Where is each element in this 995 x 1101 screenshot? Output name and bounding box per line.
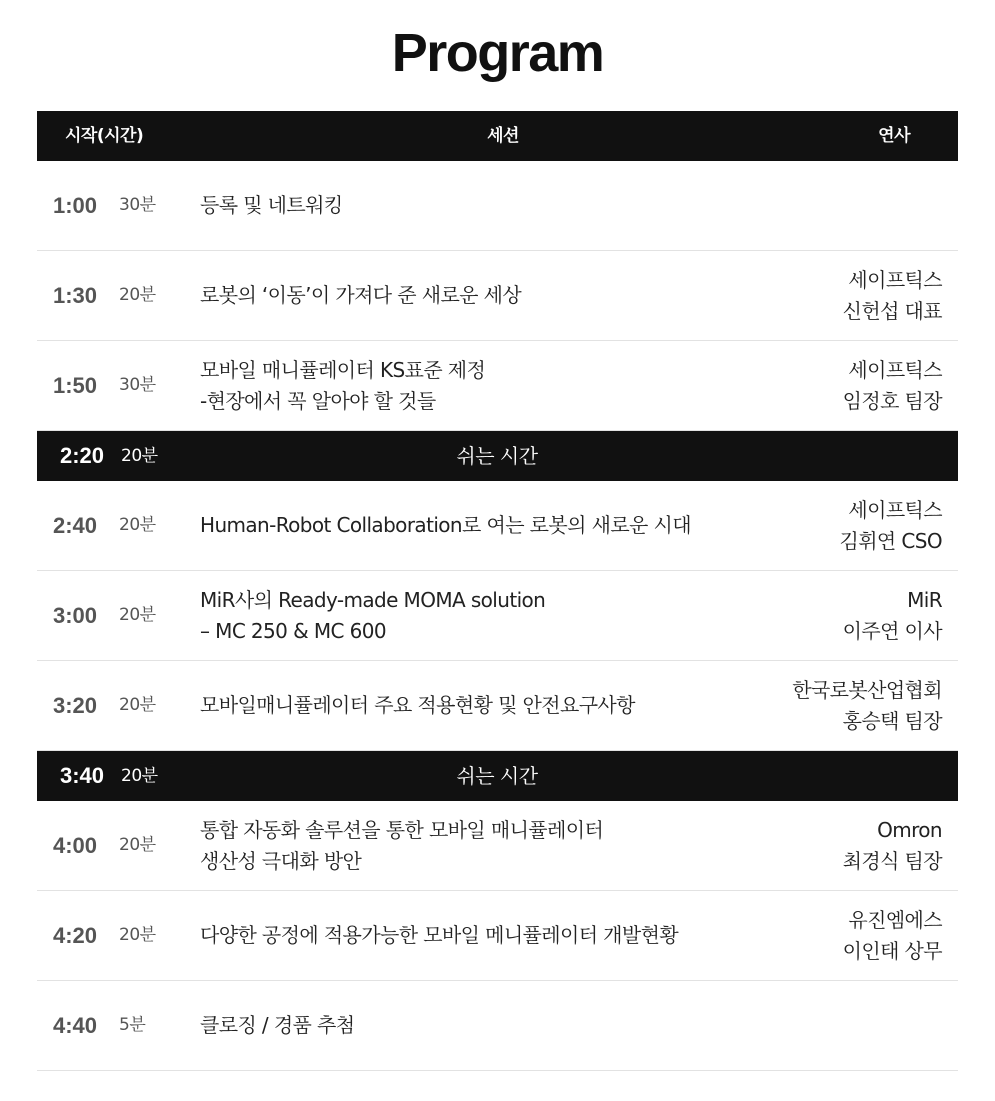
row-speaker (843, 891, 942, 980)
row-duration: 20분 (119, 515, 156, 535)
row-time: 4:40 (53, 1013, 98, 1038)
row-session (200, 481, 800, 570)
row-session (200, 251, 800, 340)
row-time: 1:00 (53, 193, 98, 218)
header-session: 세션 (487, 126, 519, 146)
program-table (37, 111, 958, 1071)
speaker-line: 세이프틱스 (848, 497, 942, 522)
speaker-line: 세이프틱스 (848, 357, 942, 382)
speaker-line: 세이프틱스 (848, 267, 942, 292)
session-line: Human-Robot Collaboration로 여는 로봇의 새로운 시대 (200, 513, 691, 537)
row-session (200, 341, 800, 430)
session-line: 통합 자동화 솔루션을 통한 모바일 매니퓰레이터 (200, 817, 604, 842)
speaker-line: 한국로봇산업협회 (792, 677, 942, 702)
row-duration: 20분 (119, 605, 156, 625)
row-speaker (792, 661, 942, 750)
session-line: 생산성 극대화 방안 (200, 848, 362, 873)
row-session (200, 571, 800, 660)
table-row (37, 661, 958, 751)
row-speaker (839, 481, 942, 570)
break-label: 쉬는 시간 (456, 764, 538, 788)
break-duration: 20분 (121, 446, 158, 466)
header-time: 시작(시간) (65, 126, 144, 146)
speaker-line: 이인태 상무 (842, 938, 942, 963)
row-duration: 30분 (119, 375, 156, 395)
speaker-line: 임정호 팀장 (842, 388, 942, 413)
speaker-line: Omron (877, 817, 942, 842)
table-row (37, 571, 958, 661)
row-duration: 20분 (119, 835, 156, 855)
row-session (200, 801, 800, 890)
row-time: 1:30 (53, 283, 98, 308)
table-row (37, 891, 958, 981)
row-speaker (843, 571, 942, 660)
speaker-line: 이주연 이사 (842, 618, 942, 643)
row-time: 2:40 (53, 513, 98, 538)
table-row (37, 481, 958, 571)
session-line: 모바일 매니퓰레이터 KS표준 제정 (200, 357, 486, 382)
speaker-line: 홍승택 팀장 (842, 708, 942, 733)
row-time: 1:50 (53, 373, 98, 398)
row-duration: 5분 (119, 1015, 146, 1035)
session-line: MiR사의 Ready-made MOMA solution (200, 587, 546, 612)
break-label: 쉬는 시간 (456, 444, 538, 468)
row-speaker (843, 341, 942, 430)
speaker-line: 최경식 팀장 (842, 848, 942, 873)
row-session (200, 891, 800, 980)
row-speaker (843, 801, 942, 890)
break-row (37, 751, 958, 801)
table-header (37, 111, 958, 161)
table-row (37, 341, 958, 431)
session-line: 클로징 / 경품 추첨 (200, 1013, 355, 1037)
row-session (200, 981, 800, 1070)
row-duration: 30분 (119, 195, 156, 215)
table-row (37, 981, 958, 1071)
row-speaker (843, 251, 942, 340)
break-row (37, 431, 958, 481)
table-row (37, 251, 958, 341)
page-title: Program (391, 23, 604, 83)
session-line: 등록 및 네트워킹 (200, 193, 343, 217)
speaker-line: 유진엠에스 (848, 907, 942, 932)
row-duration: 20분 (119, 695, 156, 715)
break-time: 3:40 (60, 763, 105, 788)
row-time: 3:00 (53, 603, 98, 628)
table-row (37, 161, 958, 251)
row-duration: 20분 (119, 925, 156, 945)
header-speaker: 연사 (878, 126, 910, 146)
session-line: 모바일매니퓰레이터 주요 적용현황 및 안전요구사항 (200, 693, 635, 717)
row-session (200, 661, 800, 750)
table-row (37, 801, 958, 891)
speaker-line: 신헌섭 대표 (842, 298, 942, 323)
speaker-line: MiR (907, 587, 942, 612)
session-line: 로봇의 ‘이동’이 가져다 준 새로운 세상 (200, 283, 522, 307)
row-time: 3:20 (53, 693, 98, 718)
session-line: 다양한 공정에 적용가능한 모바일 메니퓰레이터 개발현황 (200, 923, 679, 947)
session-line: – MC 250 & MC 600 (200, 618, 386, 643)
row-session (200, 161, 800, 250)
break-duration: 20분 (121, 766, 158, 786)
row-time: 4:20 (53, 923, 98, 948)
row-duration: 20분 (119, 285, 156, 305)
row-time: 4:00 (53, 833, 98, 858)
break-time: 2:20 (60, 443, 105, 468)
speaker-line: 김휘연 CSO (839, 528, 942, 553)
session-line: -현장에서 꼭 알아야 할 것들 (200, 388, 436, 413)
